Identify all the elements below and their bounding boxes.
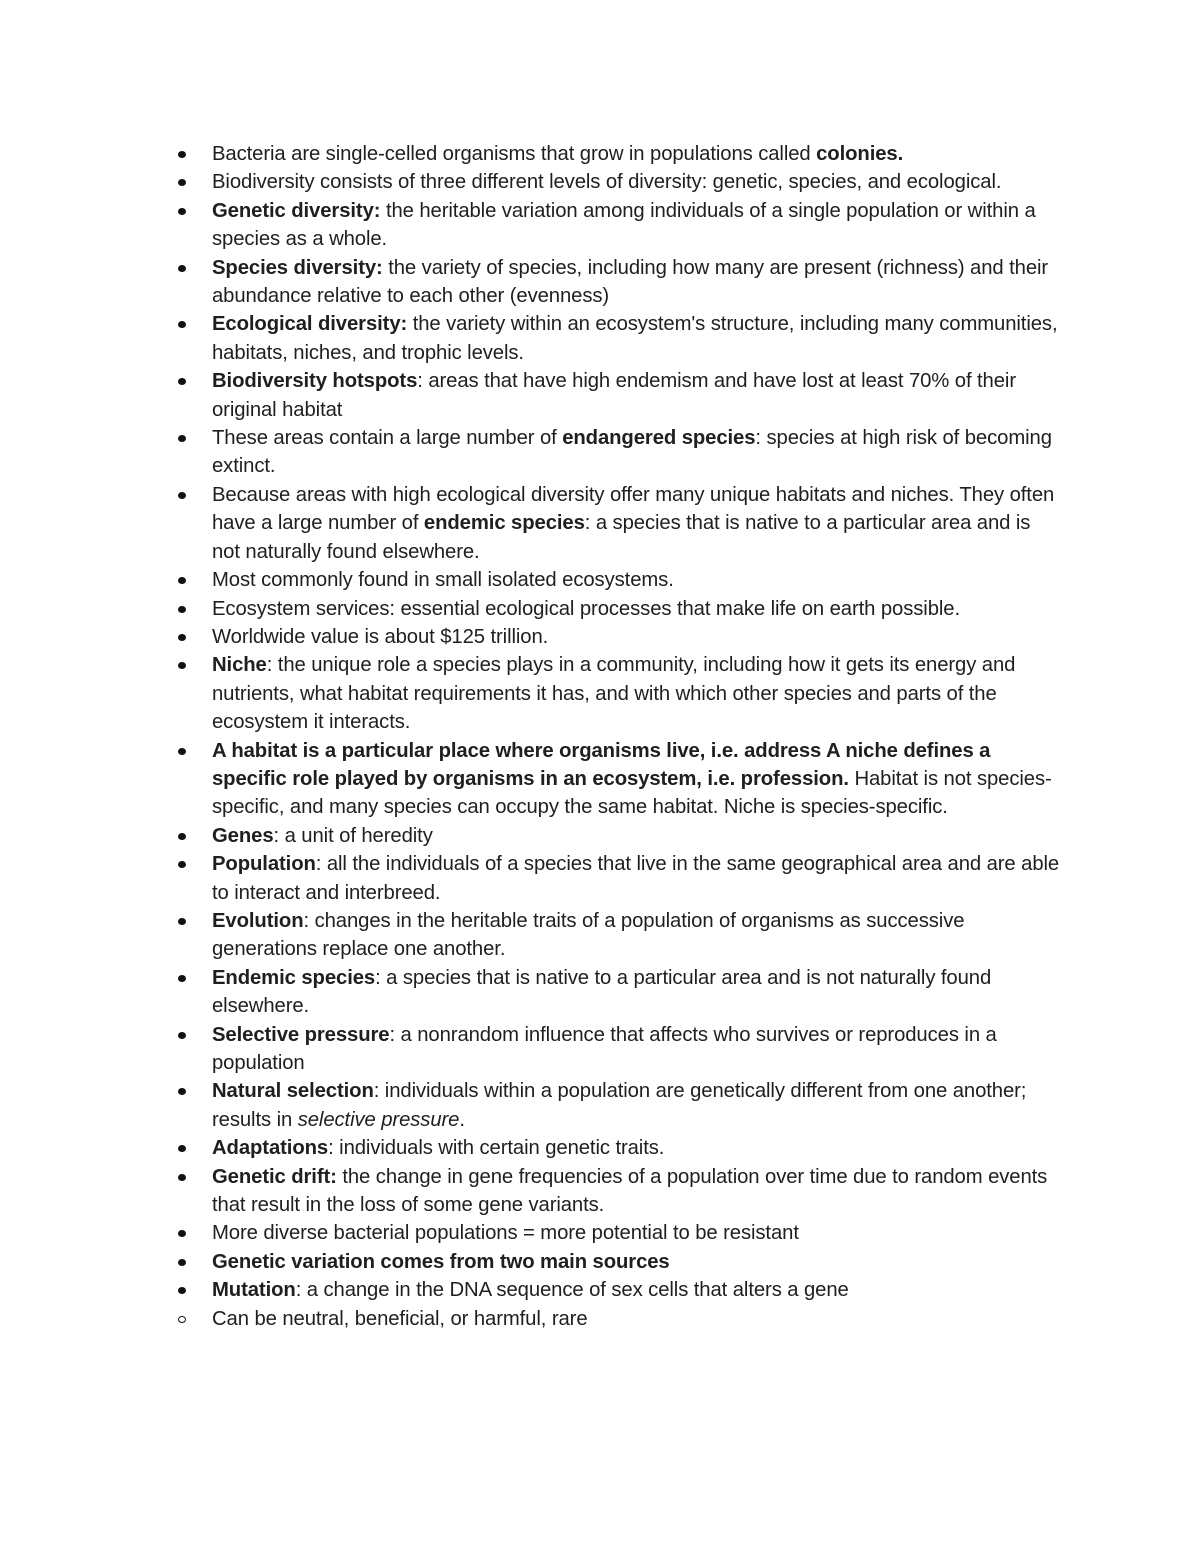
body-text: : a species that is native to a particular area and is not naturally found elsewhere. [212, 966, 992, 1018]
body-text: Because areas with high ecological diversity offer many unique habitats and niches. They often have a large number of [212, 483, 1055, 535]
bullet-icon [178, 265, 186, 272]
body-text: More diverse bacterial populations = more potential to be resistant [212, 1222, 799, 1245]
list-item [162, 623, 1062, 651]
term-text: Adaptations [212, 1137, 329, 1160]
body-text: the change in gene frequencies of a population over time due to random events that result in the loss of some gene variants. [212, 1165, 1048, 1217]
term-text: Biodiversity hotspots [212, 370, 418, 393]
bullet-icon [178, 151, 186, 158]
list-item [162, 566, 1062, 594]
bullet-icon [178, 1230, 186, 1237]
list-item [162, 140, 1062, 168]
bullet-icon [178, 1174, 186, 1181]
body-text: the variety within an ecosystem's structure, including many communities, habitats, niches, and trophic levels. [212, 313, 1058, 364]
body-text: Bacteria are single-celled organisms that grow in populations called [212, 143, 817, 165]
list-item [162, 481, 1062, 566]
term-text: Ecological diversity: [212, 313, 408, 336]
term-text: Genetic variation comes from two main sources [212, 1250, 670, 1273]
bullet-icon [178, 378, 186, 385]
list-item [162, 254, 1062, 311]
bullet-icon [178, 1287, 186, 1294]
term-text: endemic species [423, 512, 585, 535]
list-item [162, 1276, 1062, 1304]
body-text: . [459, 1108, 465, 1131]
list-item [162, 424, 1062, 481]
bullet-icon [178, 577, 186, 584]
term-text: Species diversity: [212, 256, 383, 279]
body-text: : individuals with certain genetic traits. [328, 1137, 665, 1160]
bullet-icon [178, 321, 186, 328]
list-item [162, 367, 1062, 424]
list-item [162, 822, 1062, 850]
list-item [162, 1077, 1062, 1134]
bullet-icon [178, 861, 186, 868]
term-text: A habitat is a particular place where organisms live, i.e. address A niche defines a specific role played by organisms in an ecosystem, i.e. profession. [212, 739, 991, 790]
bullet-icon [178, 1259, 186, 1266]
bullet-icon [178, 634, 186, 641]
list-item [162, 1248, 1062, 1276]
list-item [162, 1021, 1062, 1078]
body-text: : changes in the heritable traits of a population of organisms as successive generations replace one another. [212, 909, 965, 961]
bullet-icon [178, 748, 186, 755]
term-text: Niche [212, 654, 267, 677]
bullet-icon [178, 1088, 186, 1095]
term-text: Evolution [212, 909, 304, 932]
list-item [162, 1134, 1062, 1162]
bullet-icon [178, 492, 186, 499]
body-text: : a unit of heredity [273, 824, 433, 847]
body-text: Can be neutral, beneficial, or harmful, rare [212, 1307, 588, 1330]
term-text: Population [212, 853, 316, 876]
list-item [162, 1305, 1062, 1333]
body-text: Habitat is not species-specific, and many species can occupy the same habitat. Niche is species-specific. [212, 767, 1052, 819]
list-item [162, 1163, 1062, 1220]
term-text: endangered species [562, 427, 756, 450]
bullet-icon [178, 179, 186, 186]
body-text: : a species that is native to a particular area and is not naturally found elsewhere. [212, 512, 1031, 563]
bullet-icon [178, 1145, 186, 1152]
body-text: the heritable variation among individuals of a single population or within a species as a whole. [212, 199, 1036, 251]
bullet-icon [178, 662, 186, 669]
list-item [162, 850, 1062, 907]
body-text: : the unique role a species plays in a community, including how it gets its energy and nutrients, what habitat requirements it has, and with which other species and parts of the ecosystem it interacts. [212, 654, 1016, 734]
hollow-bullet-icon [178, 1316, 186, 1323]
body-text: : all the individuals of a species that live in the same geographical area and are able to interact and interbreed. [212, 853, 1060, 904]
list-item [162, 964, 1062, 1021]
body-text: : a change in the DNA sequence of sex cells that alters a gene [295, 1279, 849, 1302]
term-text: Genes [212, 824, 274, 847]
bullet-icon [178, 435, 186, 442]
list-item [162, 168, 1062, 196]
term-text: Endemic species [212, 966, 376, 989]
body-text: the variety of species, including how many are present (richness) and their abundance relative to each other (evenness) [212, 256, 1049, 308]
list-item [162, 595, 1062, 623]
term-text: colonies. [816, 143, 904, 165]
body-text: : species at high risk of becoming extinct. [212, 427, 1052, 478]
term-text: Genetic drift: [212, 1165, 337, 1188]
body-text: Worldwide value is about $125 trillion. [212, 625, 549, 648]
body-text: These areas contain a large number of [212, 427, 563, 450]
body-text: : individuals within a population are genetically different from one another; results in [212, 1080, 1027, 1131]
list-item [162, 907, 1062, 964]
bullet-icon [178, 833, 186, 840]
bullet-icon [178, 1032, 186, 1039]
body-text: Ecosystem services: essential ecological processes that make life on earth possible. [212, 597, 960, 620]
bullet-icon [178, 606, 186, 613]
bullet-icon [178, 918, 186, 925]
term-text: Genetic diversity: [212, 199, 381, 222]
term-text: Mutation [212, 1279, 296, 1302]
body-text: : a nonrandom influence that affects who survives or reproduces in a population [212, 1023, 997, 1074]
list-item [162, 651, 1062, 736]
bullet-icon [178, 975, 186, 982]
list-item [162, 310, 1062, 367]
term-text: Selective pressure [212, 1023, 390, 1046]
body-text: : areas that have high endemism and have lost at least 70% of their original habitat [212, 370, 1016, 421]
list-item [162, 737, 1062, 822]
list-item [162, 1219, 1062, 1247]
body-text: Biodiversity consists of three different levels of diversity: genetic, species, and ecological. [212, 171, 1002, 194]
body-text: Most commonly found in small isolated ecosystems. [212, 569, 674, 592]
notes-bullet-list [162, 140, 1062, 1333]
body-text: selective pressure [297, 1108, 460, 1131]
bullet-icon [178, 208, 186, 215]
term-text: Natural selection [212, 1080, 374, 1103]
list-item [162, 197, 1062, 254]
